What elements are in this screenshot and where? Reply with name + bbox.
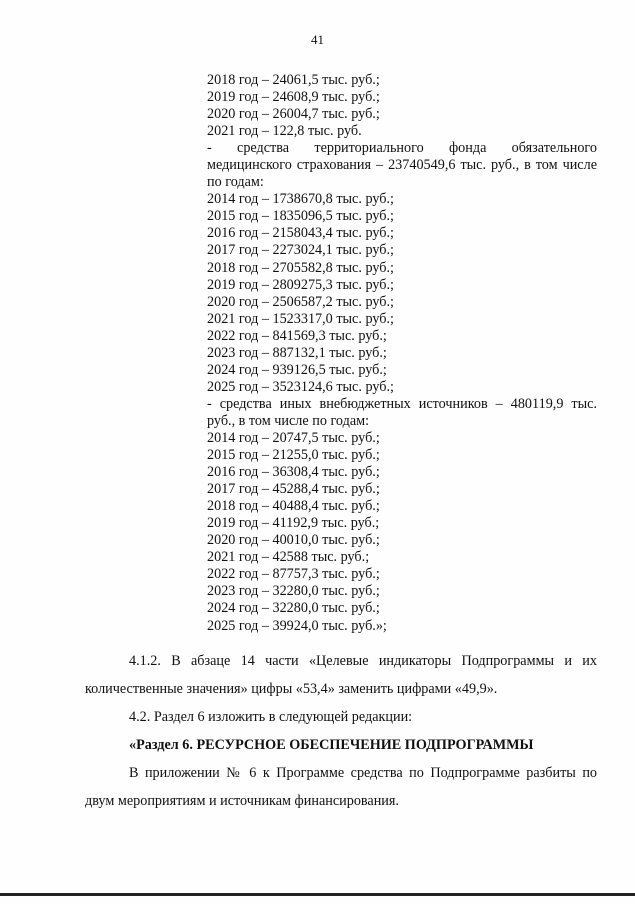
year-line: 2023 год – 32280,0 тыс. руб.; — [207, 583, 380, 600]
year-list-tfoms — [207, 191, 597, 396]
year-line: 2014 год – 20747,5 тыс. руб.; — [207, 429, 380, 446]
paragraph-4-2: 4.2. Раздел 6 изложить в следующей редакции: — [129, 709, 413, 725]
bottom-scan-edge — [0, 893, 635, 896]
year-line: 2020 год – 26004,7 тыс. руб.; — [207, 106, 380, 123]
paragraph-4-1-2: 4.1.2. В абзаце 14 части «Целевые индикаторы Подпрограммы и их количественные значения» цифры «53,4» заменить цифрами «49,9». — [85, 653, 597, 697]
year-line: 2025 год – 3523124,6 тыс. руб.; — [207, 378, 394, 395]
year-line: 2017 год – 2273024,1 тыс. руб.; — [207, 242, 394, 259]
year-line: 2014 год – 1738670,8 тыс. руб.; — [207, 191, 394, 208]
year-line: 2018 год – 24061,5 тыс. руб.; — [207, 72, 380, 88]
year-line: 2019 год – 24608,9 тыс. руб.; — [207, 89, 380, 106]
year-list-budget — [207, 72, 597, 140]
year-line: 2020 год – 2506587,2 тыс. руб.; — [207, 293, 394, 310]
year-line: 2023 год – 887132,1 тыс. руб.; — [207, 344, 387, 361]
body-text — [85, 647, 597, 815]
year-line: 2018 год – 40488,4 тыс. руб.; — [207, 498, 380, 515]
year-line: 2015 год – 1835096,5 тыс. руб.; — [207, 208, 394, 225]
page-number: 41 — [311, 32, 324, 47]
other-funding-text: - средства иных внебюджетных источников – 480119,9 тыс. руб., в том числе по годам: — [207, 395, 597, 429]
tfoms-funding-text: - средства территориального фонда обязательного медицинского страхования – 23740549,6 тыс. руб., в том числе по годам: — [207, 140, 597, 191]
year-line: 2025 год – 39924,0 тыс. руб.»; — [207, 617, 387, 634]
year-line: 2020 год – 40010,0 тыс. руб.; — [207, 532, 380, 549]
year-line: 2024 год – 32280,0 тыс. руб.; — [207, 600, 380, 617]
year-line: 2016 год – 2158043,4 тыс. руб.; — [207, 225, 394, 242]
year-line: 2024 год – 939126,5 тыс. руб.; — [207, 361, 387, 378]
funding-breakdown — [207, 72, 597, 635]
year-line: 2019 год – 2809275,3 тыс. руб.; — [207, 276, 394, 293]
year-line: 2021 год – 42588 тыс. руб.; — [207, 549, 370, 566]
year-line: 2016 год – 36308,4 тыс. руб.; — [207, 464, 380, 481]
year-line: 2021 год – 122,8 тыс. руб. — [207, 123, 362, 140]
year-line: 2018 год – 2705582,8 тыс. руб.; — [207, 259, 394, 276]
section-heading: «Раздел 6. РЕСУРСНОЕ ОБЕСПЕЧЕНИЕ ПОДПРОГРАММЫ — [129, 737, 534, 753]
year-line: 2019 год – 41192,9 тыс. руб.; — [207, 515, 380, 532]
year-line: 2022 год – 841569,3 тыс. руб.; — [207, 327, 387, 344]
paragraph-appendix: В приложении № 6 к Программе средства по Подпрограмме разбиты по двум мероприятиям и источникам финансирования. — [85, 765, 597, 809]
year-line: 2017 год – 45288,4 тыс. руб.; — [207, 481, 380, 498]
year-line: 2021 год – 1523317,0 тыс. руб.; — [207, 310, 394, 327]
year-line: 2022 год – 87757,3 тыс. руб.; — [207, 566, 380, 583]
year-line: 2015 год – 21255,0 тыс. руб.; — [207, 447, 380, 464]
year-list-other — [207, 430, 597, 635]
